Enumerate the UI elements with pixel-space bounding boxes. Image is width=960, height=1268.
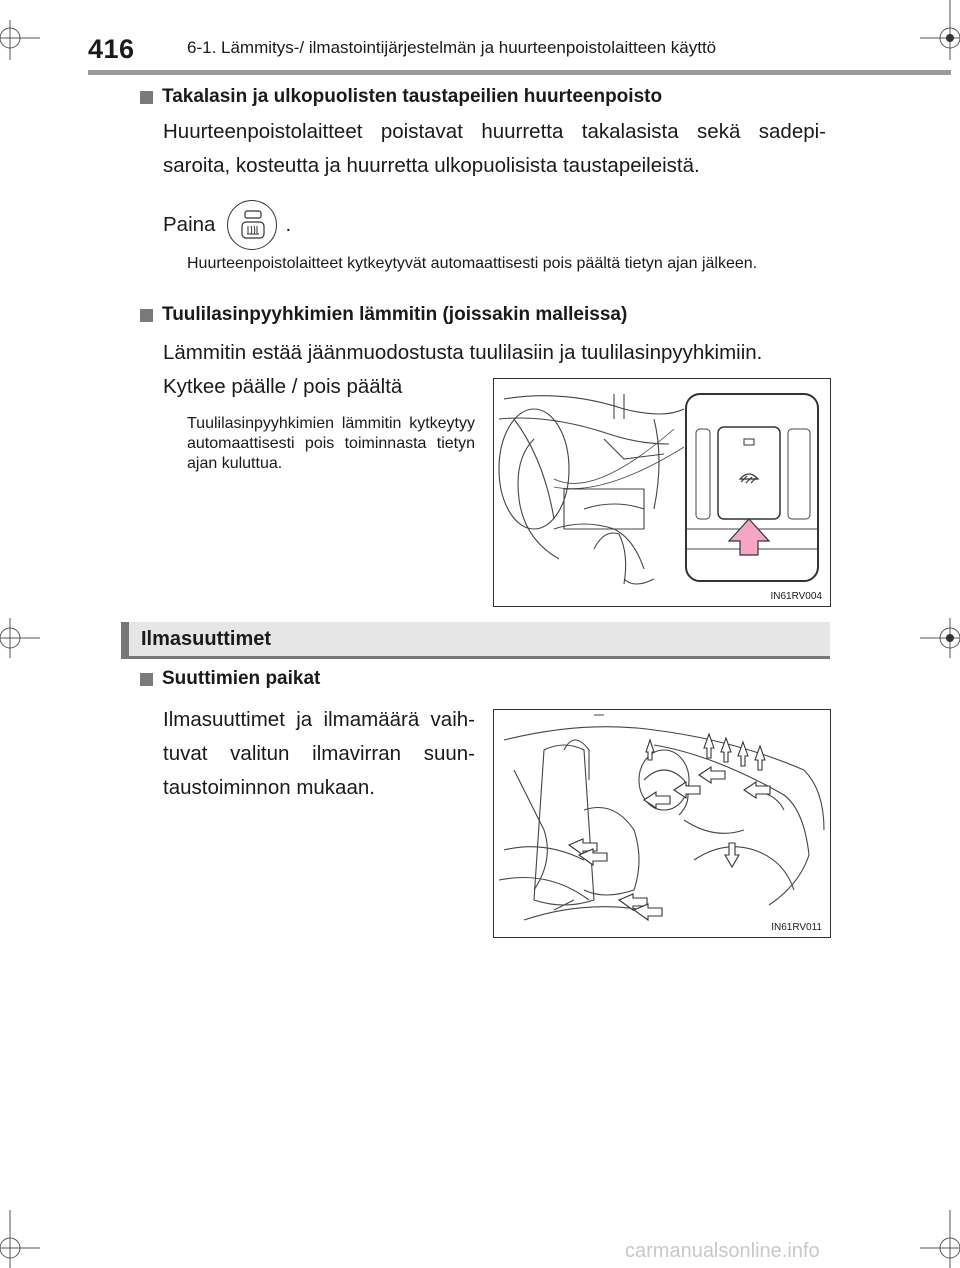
- wiper-deicer-body: Lämmitin estää jäänmuodostusta tuulilasiin ja tuulilasinpyyhkimiin.: [163, 341, 763, 364]
- wiper-deicer-heading-text: Tuulilasinpyyhkimien lämmitin (joissakin malleissa): [162, 304, 628, 325]
- rear-defogger-icon: [227, 200, 277, 250]
- wiper-deicer-note: Tuulilasinpyyhkimien lämmitin kytkeytyy automaattisesti pois toiminnasta tietyn ajan kuluttua.: [187, 415, 475, 472]
- bullet-square-icon: [140, 673, 153, 686]
- wiper-deicer-heading: [140, 304, 627, 326]
- air-outlets-heading-text: Suuttimien paikat: [162, 668, 321, 689]
- dashboard-illustration: [494, 379, 831, 607]
- rear-defogger-body: Huurteenpoistolaitteet poistavat huurretta takalasista sekä sadepi-saroita, kosteutta ja huurretta ulkopuolisista taustapeileistä.: [163, 120, 826, 177]
- rear-defogger-heading: [140, 86, 662, 108]
- rear-defogger-heading-text: Takalasin ja ulkopuolisten taustapeilien huurteenpoisto: [162, 86, 663, 107]
- bullet-square-icon: [140, 91, 153, 104]
- air-outlets-body: Ilmasuuttimet ja ilmamäärä vaih-tuvat valitun ilmavirran suun-taustoiminnon mukaan.: [163, 708, 475, 799]
- crop-mark-icon: [0, 0, 40, 60]
- header-rule: [88, 70, 951, 75]
- section-header: [121, 622, 830, 659]
- press-instruction: [163, 200, 291, 250]
- watermark: carmanualsonline.info: [625, 1240, 820, 1262]
- air-outlets-heading: [140, 668, 320, 690]
- page-number: 416: [88, 34, 135, 64]
- air-outlets-figure: [493, 709, 831, 938]
- crop-mark-icon: [0, 618, 40, 658]
- cabin-illustration: [494, 710, 831, 938]
- press-label: Paina: [163, 213, 216, 236]
- chapter-title: 6-1. Lämmitys-/ ilmastointijärjestelmän ja huurteenpoistolaitteen käyttö: [187, 38, 717, 57]
- crop-mark-icon: [0, 1210, 40, 1268]
- press-suffix: .: [285, 213, 292, 236]
- bullet-square-icon: [140, 309, 153, 322]
- figure-code: IN61RV011: [771, 922, 822, 933]
- crop-mark-icon: [920, 0, 960, 60]
- crop-mark-icon: [920, 1210, 960, 1268]
- crop-mark-icon: [920, 618, 960, 658]
- figure-code: IN61RV004: [770, 591, 822, 602]
- wiper-deicer-action: Kytkee päälle / pois päältä: [163, 375, 403, 398]
- section-title: Ilmasuuttimet: [141, 628, 272, 650]
- rear-defogger-note: Huurteenpoistolaitteet kytkeytyvät automaattisesti pois päältä tietyn ajan jälkeen.: [187, 255, 758, 272]
- wiper-deicer-figure: [493, 378, 831, 607]
